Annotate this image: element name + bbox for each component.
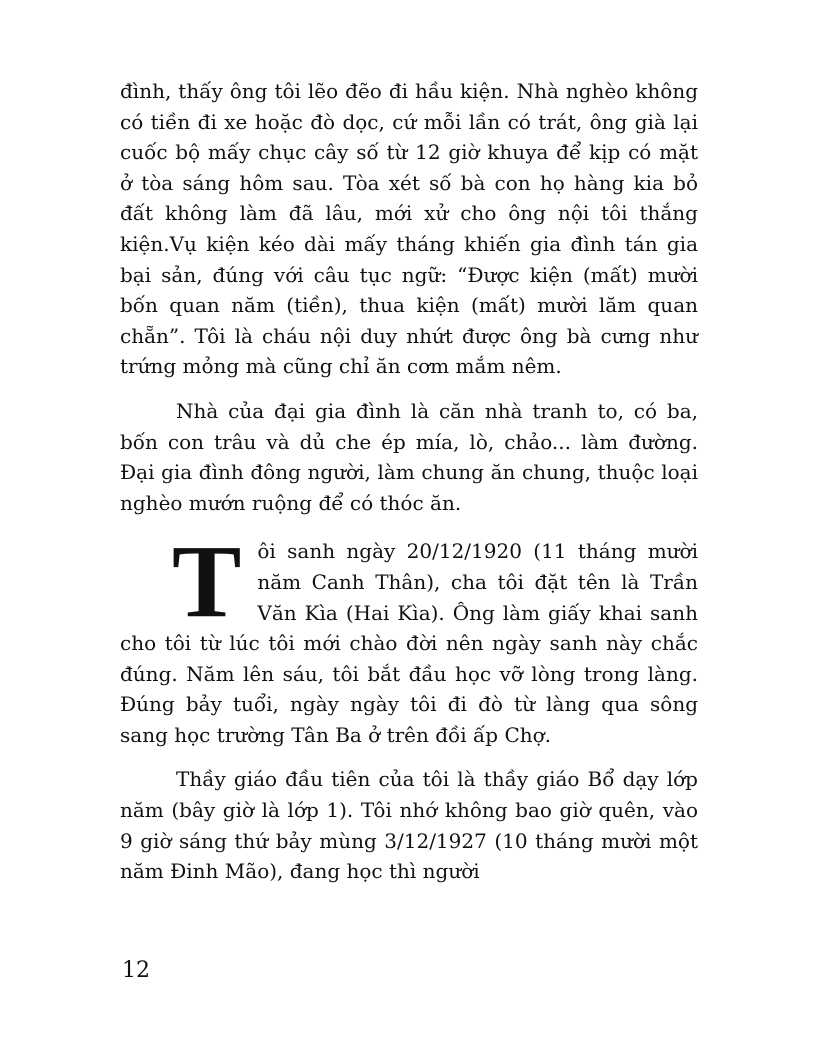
paragraph-teacher: Thầy giáo đầu tiên của tôi là thầy giáo Bổ dạy lớp năm (bây giờ là lớp 1). Tôi nhớ không bao giờ quên, vào 9 giờ sáng thứ bảy mùng 3/12/1927 (10 tháng mười một năm Đinh Mão), đang học thì người <box>120 767 698 884</box>
paragraph-continued: đình, thấy ông tôi lẽo đẽo đi hầu kiện. Nhà nghèo không có tiền đi xe hoặc đò dọc, cứ mỗi lần có trát, ông già lại cuốc bộ mấy chục cây số từ 12 giờ khuya để kịp có mặt ở tòa sáng hôm sau. Tòa xét số bà con họ hàng kia bỏ đất không làm đã lâu, mới xử cho ông nội tôi thắng kiện.Vụ kiện kéo dài mấy tháng khiến gia đình tán gia bại sản, đúng với câu tục ngữ: “Được kiện (mất) mười bốn quan năm (tiền), thua kiện (mất) mười lăm quan chẵn”. Tôi là cháu nội duy nhứt được ông bà cưng như trứng mỏng mà cũng chỉ ăn cơm mắm nêm. <box>120 79 698 379</box>
paragraph-birth-text: ôi sanh ngày 20/12/1920 (11 tháng mười năm Canh Thân), cha tôi đặt tên là Trần Văn Kìa (Hai Kìa). Ông làm giấy khai sanh cho tôi từ lúc tôi mới chào đời nên ngày sanh này chắc đúng. Năm lên sáu, tôi bắt đầu học vỡ lòng trong làng. Đúng bảy tuổi, ngày ngày tôi đi đò từ làng qua sông sang học trường Tân Ba ở trên đồi ấp Chợ. <box>120 539 698 747</box>
paragraph-birth <box>120 524 698 750</box>
paragraph-house: Nhà của đại gia đình là căn nhà tranh to, có ba, bốn con trâu và dủ che ép mía, lò, chảo... làm đường. Đại gia đình đông người, làm chung ăn chung, thuộc loại nghèo mướn ruộng để có thóc ăn. <box>120 398 698 515</box>
page-number: 12 <box>122 958 150 983</box>
drop-cap-letter: T <box>172 524 242 640</box>
body-text <box>120 76 698 887</box>
